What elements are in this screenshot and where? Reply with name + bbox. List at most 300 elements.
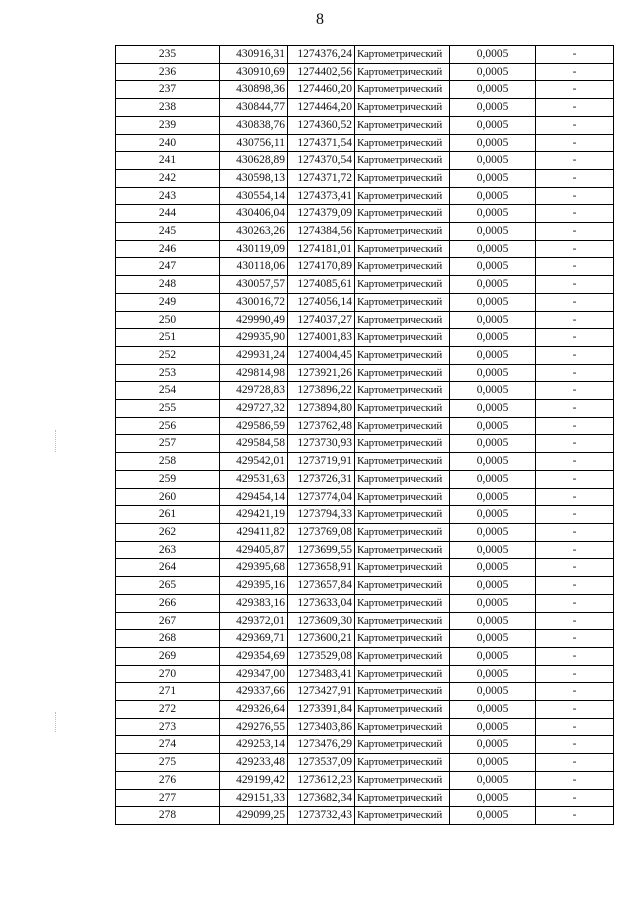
coordinate-y-cell: 1274360,52 — [288, 116, 355, 134]
table-row — [116, 736, 614, 754]
coordinate-y-cell: 1274370,54 — [288, 152, 355, 170]
point-number-cell: 269 — [116, 647, 220, 665]
table-row — [116, 453, 614, 471]
coordinate-x-cell: 430910,69 — [220, 63, 288, 81]
coordinate-x-cell: 429584,58 — [220, 435, 288, 453]
description-cell: - — [536, 807, 614, 825]
method-cell: Картометрический — [355, 311, 450, 329]
coordinate-x-cell: 429151,33 — [220, 789, 288, 807]
point-number-cell: 264 — [116, 559, 220, 577]
method-cell: Картометрический — [355, 736, 450, 754]
coordinate-y-cell: 1274085,61 — [288, 276, 355, 294]
point-number-cell: 270 — [116, 665, 220, 683]
accuracy-cell: 0,0005 — [450, 577, 536, 595]
table-row — [116, 523, 614, 541]
point-number-cell: 260 — [116, 488, 220, 506]
method-cell: Картометрический — [355, 453, 450, 471]
accuracy-cell: 0,0005 — [450, 718, 536, 736]
table-row — [116, 771, 614, 789]
description-cell: - — [536, 223, 614, 241]
table-row — [116, 807, 614, 825]
coordinate-x-cell: 430628,89 — [220, 152, 288, 170]
accuracy-cell: 0,0005 — [450, 559, 536, 577]
point-number-cell: 245 — [116, 223, 220, 241]
table-row — [116, 116, 614, 134]
description-cell: - — [536, 701, 614, 719]
coordinate-y-cell: 1273403,86 — [288, 718, 355, 736]
coordinate-x-cell: 429369,71 — [220, 630, 288, 648]
coordinate-x-cell: 429383,16 — [220, 594, 288, 612]
coordinate-y-cell: 1273609,30 — [288, 612, 355, 630]
description-cell: - — [536, 736, 614, 754]
description-cell: - — [536, 435, 614, 453]
accuracy-cell: 0,0005 — [450, 400, 536, 418]
coordinate-x-cell: 430118,06 — [220, 258, 288, 276]
coordinate-y-cell: 1274170,89 — [288, 258, 355, 276]
method-cell: Картометрический — [355, 435, 450, 453]
description-cell: - — [536, 577, 614, 595]
method-cell: Картометрический — [355, 754, 450, 772]
table-row — [116, 81, 614, 99]
table-row — [116, 754, 614, 772]
description-cell: - — [536, 630, 614, 648]
accuracy-cell: 0,0005 — [450, 488, 536, 506]
coordinate-x-cell: 429405,87 — [220, 541, 288, 559]
coordinate-y-cell: 1274056,14 — [288, 293, 355, 311]
table-row — [116, 701, 614, 719]
method-cell: Картометрический — [355, 541, 450, 559]
description-cell: - — [536, 506, 614, 524]
point-number-cell: 252 — [116, 346, 220, 364]
point-number-cell: 262 — [116, 523, 220, 541]
coordinate-y-cell: 1273726,31 — [288, 470, 355, 488]
accuracy-cell: 0,0005 — [450, 417, 536, 435]
accuracy-cell: 0,0005 — [450, 293, 536, 311]
accuracy-cell: 0,0005 — [450, 382, 536, 400]
coordinate-y-cell: 1274464,20 — [288, 99, 355, 117]
description-cell: - — [536, 329, 614, 347]
coordinate-y-cell: 1274371,72 — [288, 169, 355, 187]
description-cell: - — [536, 647, 614, 665]
coordinate-x-cell: 429586,59 — [220, 417, 288, 435]
coordinate-x-cell: 429372,01 — [220, 612, 288, 630]
accuracy-cell: 0,0005 — [450, 187, 536, 205]
coordinate-y-cell: 1273896,22 — [288, 382, 355, 400]
coordinate-x-cell: 430263,26 — [220, 223, 288, 241]
accuracy-cell: 0,0005 — [450, 169, 536, 187]
coordinate-x-cell: 429276,55 — [220, 718, 288, 736]
method-cell: Картометрический — [355, 223, 450, 241]
coordinate-x-cell: 430016,72 — [220, 293, 288, 311]
point-number-cell: 240 — [116, 134, 220, 152]
point-number-cell: 253 — [116, 364, 220, 382]
point-number-cell: 251 — [116, 329, 220, 347]
accuracy-cell: 0,0005 — [450, 665, 536, 683]
description-cell: - — [536, 594, 614, 612]
coordinate-y-cell: 1273633,04 — [288, 594, 355, 612]
table-row — [116, 789, 614, 807]
coordinate-x-cell: 429814,98 — [220, 364, 288, 382]
table-row — [116, 293, 614, 311]
method-cell: Картометрический — [355, 205, 450, 223]
method-cell: Картометрический — [355, 400, 450, 418]
coordinate-y-cell: 1274371,54 — [288, 134, 355, 152]
point-number-cell: 273 — [116, 718, 220, 736]
coordinate-x-cell: 429931,24 — [220, 346, 288, 364]
accuracy-cell: 0,0005 — [450, 736, 536, 754]
description-cell: - — [536, 152, 614, 170]
coordinate-x-cell: 429531,63 — [220, 470, 288, 488]
accuracy-cell: 0,0005 — [450, 683, 536, 701]
point-number-cell: 248 — [116, 276, 220, 294]
coordinate-y-cell: 1273657,84 — [288, 577, 355, 595]
accuracy-cell: 0,0005 — [450, 134, 536, 152]
method-cell: Картометрический — [355, 276, 450, 294]
coordinate-x-cell: 430898,36 — [220, 81, 288, 99]
coordinate-x-cell: 429935,90 — [220, 329, 288, 347]
table-row — [116, 46, 614, 64]
table-row — [116, 541, 614, 559]
description-cell: - — [536, 81, 614, 99]
point-number-cell: 239 — [116, 116, 220, 134]
coordinate-x-cell: 430119,09 — [220, 240, 288, 258]
point-number-cell: 275 — [116, 754, 220, 772]
table-row — [116, 400, 614, 418]
table-row — [116, 99, 614, 117]
table-row — [116, 169, 614, 187]
scan-margin-mark — [55, 712, 59, 732]
point-number-cell: 254 — [116, 382, 220, 400]
accuracy-cell: 0,0005 — [450, 594, 536, 612]
table-row — [116, 223, 614, 241]
table-row — [116, 134, 614, 152]
description-cell: - — [536, 258, 614, 276]
coordinate-y-cell: 1273682,34 — [288, 789, 355, 807]
point-number-cell: 244 — [116, 205, 220, 223]
description-cell: - — [536, 523, 614, 541]
coordinate-x-cell: 429199,42 — [220, 771, 288, 789]
coordinate-y-cell: 1273537,09 — [288, 754, 355, 772]
accuracy-cell: 0,0005 — [450, 346, 536, 364]
accuracy-cell: 0,0005 — [450, 116, 536, 134]
coordinate-y-cell: 1273391,84 — [288, 701, 355, 719]
accuracy-cell: 0,0005 — [450, 205, 536, 223]
accuracy-cell: 0,0005 — [450, 647, 536, 665]
coordinate-y-cell: 1273427,91 — [288, 683, 355, 701]
coordinate-x-cell: 430554,14 — [220, 187, 288, 205]
point-number-cell: 265 — [116, 577, 220, 595]
method-cell: Картометрический — [355, 364, 450, 382]
coordinate-x-cell: 430598,13 — [220, 169, 288, 187]
coordinate-y-cell: 1274376,24 — [288, 46, 355, 64]
description-cell: - — [536, 99, 614, 117]
table-row — [116, 559, 614, 577]
point-number-cell: 255 — [116, 400, 220, 418]
point-number-cell: 272 — [116, 701, 220, 719]
accuracy-cell: 0,0005 — [450, 630, 536, 648]
table-row — [116, 683, 614, 701]
point-number-cell: 278 — [116, 807, 220, 825]
table-row — [116, 382, 614, 400]
coordinate-x-cell: 429354,69 — [220, 647, 288, 665]
table-row — [116, 665, 614, 683]
accuracy-cell: 0,0005 — [450, 240, 536, 258]
description-cell: - — [536, 612, 614, 630]
coordinate-y-cell: 1273600,21 — [288, 630, 355, 648]
method-cell: Картометрический — [355, 701, 450, 719]
point-number-cell: 274 — [116, 736, 220, 754]
table-row — [116, 594, 614, 612]
table-row — [116, 311, 614, 329]
point-number-cell: 249 — [116, 293, 220, 311]
method-cell: Картометрический — [355, 116, 450, 134]
point-number-cell: 259 — [116, 470, 220, 488]
table-row — [116, 63, 614, 81]
accuracy-cell: 0,0005 — [450, 99, 536, 117]
point-number-cell: 267 — [116, 612, 220, 630]
description-cell: - — [536, 311, 614, 329]
method-cell: Картометрический — [355, 488, 450, 506]
method-cell: Картометрический — [355, 99, 450, 117]
table-row — [116, 346, 614, 364]
coordinate-y-cell: 1274373,41 — [288, 187, 355, 205]
method-cell: Картометрический — [355, 612, 450, 630]
method-cell: Картометрический — [355, 807, 450, 825]
accuracy-cell: 0,0005 — [450, 701, 536, 719]
point-number-cell: 238 — [116, 99, 220, 117]
coordinates-table-body — [116, 46, 614, 825]
method-cell: Картометрический — [355, 382, 450, 400]
description-cell: - — [536, 665, 614, 683]
description-cell: - — [536, 116, 614, 134]
description-cell: - — [536, 541, 614, 559]
point-number-cell: 250 — [116, 311, 220, 329]
accuracy-cell: 0,0005 — [450, 329, 536, 347]
point-number-cell: 236 — [116, 63, 220, 81]
accuracy-cell: 0,0005 — [450, 364, 536, 382]
point-number-cell: 246 — [116, 240, 220, 258]
coordinate-x-cell: 429253,14 — [220, 736, 288, 754]
coordinate-y-cell: 1273921,26 — [288, 364, 355, 382]
scan-margin-mark — [55, 430, 59, 452]
accuracy-cell: 0,0005 — [450, 771, 536, 789]
method-cell: Картометрический — [355, 771, 450, 789]
accuracy-cell: 0,0005 — [450, 754, 536, 772]
description-cell: - — [536, 417, 614, 435]
coordinate-x-cell: 429326,64 — [220, 701, 288, 719]
point-number-cell: 257 — [116, 435, 220, 453]
description-cell: - — [536, 134, 614, 152]
point-number-cell: 237 — [116, 81, 220, 99]
coordinate-y-cell: 1273732,43 — [288, 807, 355, 825]
accuracy-cell: 0,0005 — [450, 63, 536, 81]
page-number: 8 — [316, 11, 324, 28]
coordinate-y-cell: 1273769,08 — [288, 523, 355, 541]
coordinate-y-cell: 1274402,56 — [288, 63, 355, 81]
accuracy-cell: 0,0005 — [450, 46, 536, 64]
point-number-cell: 271 — [116, 683, 220, 701]
coordinate-y-cell: 1273730,93 — [288, 435, 355, 453]
method-cell: Картометрический — [355, 81, 450, 99]
description-cell: - — [536, 718, 614, 736]
table-row — [116, 612, 614, 630]
method-cell: Картометрический — [355, 63, 450, 81]
description-cell: - — [536, 453, 614, 471]
accuracy-cell: 0,0005 — [450, 81, 536, 99]
coordinate-x-cell: 430916,31 — [220, 46, 288, 64]
coordinate-x-cell: 429099,25 — [220, 807, 288, 825]
method-cell: Картометрический — [355, 594, 450, 612]
table-row — [116, 647, 614, 665]
coordinate-x-cell: 429395,16 — [220, 577, 288, 595]
point-number-cell: 242 — [116, 169, 220, 187]
description-cell: - — [536, 400, 614, 418]
table-row — [116, 417, 614, 435]
method-cell: Картометрический — [355, 523, 450, 541]
description-cell: - — [536, 205, 614, 223]
method-cell: Картометрический — [355, 789, 450, 807]
coordinate-y-cell: 1273719,91 — [288, 453, 355, 471]
coordinate-y-cell: 1273658,91 — [288, 559, 355, 577]
coordinate-x-cell: 429454,14 — [220, 488, 288, 506]
accuracy-cell: 0,0005 — [450, 789, 536, 807]
coordinate-y-cell: 1273612,23 — [288, 771, 355, 789]
description-cell: - — [536, 63, 614, 81]
accuracy-cell: 0,0005 — [450, 453, 536, 471]
method-cell: Картометрический — [355, 683, 450, 701]
coordinate-y-cell: 1273794,33 — [288, 506, 355, 524]
accuracy-cell: 0,0005 — [450, 523, 536, 541]
accuracy-cell: 0,0005 — [450, 311, 536, 329]
table-row — [116, 329, 614, 347]
point-number-cell: 256 — [116, 417, 220, 435]
description-cell: - — [536, 364, 614, 382]
coordinate-x-cell: 429411,82 — [220, 523, 288, 541]
description-cell: - — [536, 470, 614, 488]
description-cell: - — [536, 683, 614, 701]
coordinate-x-cell: 429337,66 — [220, 683, 288, 701]
coordinate-x-cell: 429542,01 — [220, 453, 288, 471]
method-cell: Картометрический — [355, 187, 450, 205]
point-number-cell: 247 — [116, 258, 220, 276]
coordinate-x-cell: 429233,48 — [220, 754, 288, 772]
coordinate-y-cell: 1273762,48 — [288, 417, 355, 435]
description-cell: - — [536, 382, 614, 400]
table-row — [116, 630, 614, 648]
coordinate-y-cell: 1273699,55 — [288, 541, 355, 559]
coordinate-y-cell: 1274460,20 — [288, 81, 355, 99]
point-number-cell: 235 — [116, 46, 220, 64]
description-cell: - — [536, 293, 614, 311]
method-cell: Картометрический — [355, 417, 450, 435]
method-cell: Картометрический — [355, 240, 450, 258]
coordinate-y-cell: 1273476,29 — [288, 736, 355, 754]
coordinate-x-cell: 430838,76 — [220, 116, 288, 134]
table-row — [116, 152, 614, 170]
description-cell: - — [536, 771, 614, 789]
method-cell: Картометрический — [355, 329, 450, 347]
point-number-cell: 243 — [116, 187, 220, 205]
coordinate-y-cell: 1274037,27 — [288, 311, 355, 329]
coordinate-y-cell: 1274384,56 — [288, 223, 355, 241]
accuracy-cell: 0,0005 — [450, 470, 536, 488]
description-cell: - — [536, 240, 614, 258]
table-row — [116, 718, 614, 736]
method-cell: Картометрический — [355, 718, 450, 736]
coordinate-y-cell: 1274004,45 — [288, 346, 355, 364]
method-cell: Картометрический — [355, 134, 450, 152]
method-cell: Картометрический — [355, 559, 450, 577]
coordinate-x-cell: 429728,83 — [220, 382, 288, 400]
coordinate-y-cell: 1273774,04 — [288, 488, 355, 506]
point-number-cell: 277 — [116, 789, 220, 807]
description-cell: - — [536, 46, 614, 64]
method-cell: Картометрический — [355, 470, 450, 488]
point-number-cell: 258 — [116, 453, 220, 471]
table-row — [116, 577, 614, 595]
coordinate-y-cell: 1273894,80 — [288, 400, 355, 418]
coordinate-x-cell: 430756,11 — [220, 134, 288, 152]
method-cell: Картометрический — [355, 169, 450, 187]
table-row — [116, 240, 614, 258]
point-number-cell: 261 — [116, 506, 220, 524]
coordinates-table — [115, 45, 614, 825]
description-cell: - — [536, 559, 614, 577]
coordinate-y-cell: 1273529,08 — [288, 647, 355, 665]
method-cell: Картометрический — [355, 647, 450, 665]
accuracy-cell: 0,0005 — [450, 258, 536, 276]
point-number-cell: 263 — [116, 541, 220, 559]
method-cell: Картометрический — [355, 665, 450, 683]
accuracy-cell: 0,0005 — [450, 223, 536, 241]
coordinate-y-cell: 1273483,41 — [288, 665, 355, 683]
table-row — [116, 488, 614, 506]
method-cell: Картометрический — [355, 258, 450, 276]
description-cell: - — [536, 754, 614, 772]
table-row — [116, 258, 614, 276]
accuracy-cell: 0,0005 — [450, 435, 536, 453]
coordinate-x-cell: 429421,19 — [220, 506, 288, 524]
coordinate-x-cell: 430844,77 — [220, 99, 288, 117]
method-cell: Картометрический — [355, 630, 450, 648]
accuracy-cell: 0,0005 — [450, 276, 536, 294]
coordinate-y-cell: 1274181,01 — [288, 240, 355, 258]
coordinate-x-cell: 430057,57 — [220, 276, 288, 294]
coordinate-x-cell: 429395,68 — [220, 559, 288, 577]
method-cell: Картометрический — [355, 46, 450, 64]
table-row — [116, 187, 614, 205]
coordinate-y-cell: 1274379,09 — [288, 205, 355, 223]
method-cell: Картометрический — [355, 152, 450, 170]
method-cell: Картометрический — [355, 577, 450, 595]
description-cell: - — [536, 187, 614, 205]
description-cell: - — [536, 488, 614, 506]
method-cell: Картометрический — [355, 506, 450, 524]
point-number-cell: 241 — [116, 152, 220, 170]
table-row — [116, 435, 614, 453]
description-cell: - — [536, 789, 614, 807]
accuracy-cell: 0,0005 — [450, 152, 536, 170]
point-number-cell: 268 — [116, 630, 220, 648]
table-row — [116, 364, 614, 382]
table-row — [116, 276, 614, 294]
description-cell: - — [536, 169, 614, 187]
table-row — [116, 470, 614, 488]
description-cell: - — [536, 276, 614, 294]
accuracy-cell: 0,0005 — [450, 541, 536, 559]
point-number-cell: 266 — [116, 594, 220, 612]
table-row — [116, 205, 614, 223]
